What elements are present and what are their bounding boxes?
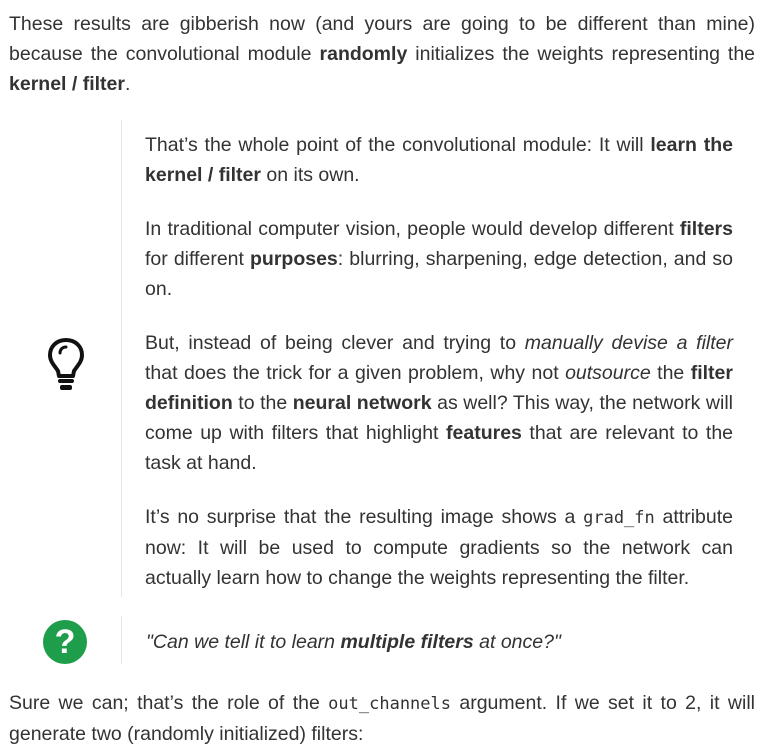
bold-term-filter-definition: filter definition	[145, 362, 733, 414]
question-icon	[43, 620, 87, 664]
text-run: But, instead of being clever and trying to	[145, 332, 525, 354]
tip-callout	[0, 120, 767, 597]
bold-term-kernel-filter: kernel / filter	[9, 73, 125, 95]
tip-text	[145, 130, 733, 593]
inline-code-out-channels: out_channels	[328, 694, 451, 714]
text-run: for different	[145, 248, 250, 270]
text-run: attribute now: It will be used to compute gradients so the network can actually learn how to change the weights representing the filter.	[145, 506, 733, 589]
text-run: In traditional computer vision, people would develop different	[145, 218, 680, 240]
answer-paragraph	[9, 688, 755, 749]
question-glyph: ?	[54, 623, 76, 661]
text-run: at once?"	[473, 631, 561, 653]
text-run: That’s the whole point of the convolutional module: It will	[145, 134, 651, 156]
inline-code-grad-fn: grad_fn	[583, 508, 655, 528]
intro-paragraph	[9, 9, 755, 99]
bold-term-purposes: purposes	[250, 248, 338, 270]
question-text	[146, 627, 746, 657]
text-run: "Can we tell it to learn	[146, 631, 341, 653]
bold-term-neural-network: neural network	[292, 392, 432, 414]
italic-term: outsource	[565, 362, 651, 384]
text-run: that does the trick for a given problem, why not	[145, 362, 566, 384]
tip-paragraph-4	[145, 502, 733, 593]
text-run: as well? This way, the network will come up with filters that highlight	[145, 392, 733, 444]
text-run: on its own.	[260, 164, 360, 186]
bold-term-multiple-filters: multiple filters	[340, 631, 474, 653]
text-run: initializes the weights representing the	[407, 43, 756, 65]
text-run: Sure we can; that’s the role of the	[9, 692, 329, 714]
text-run: the	[650, 362, 691, 384]
bold-term-filters: filters	[679, 218, 733, 240]
lightbulb-icon	[46, 336, 86, 392]
italic-term: manually devise a filter	[524, 332, 733, 354]
tip-paragraph-3	[145, 328, 733, 478]
text-run: to the	[232, 392, 293, 414]
text-run: that are relevant to the task at hand.	[145, 422, 734, 474]
text-run: These results are gibberish now (and yours are going to be different than mine) because the convolutional module	[9, 13, 755, 65]
tip-paragraph-1	[145, 130, 733, 190]
callout-divider	[121, 120, 122, 597]
tip-paragraph-2	[145, 214, 733, 304]
text-run: It’s no surprise that the resulting image shows a	[145, 506, 584, 528]
text-run: argument. If we set it to 2, it will generate two (randomly initialized) filters:	[9, 692, 755, 745]
text-run: .	[124, 73, 131, 95]
bold-term-randomly: randomly	[319, 43, 408, 65]
callout-divider	[121, 616, 122, 664]
question-callout	[0, 616, 767, 666]
bold-term-features: features	[446, 422, 522, 444]
bold-term-learn-kernel: learn the kernel / filter	[145, 134, 733, 186]
text-run: : blurring, sharpening, edge detection, and so on.	[145, 248, 734, 300]
